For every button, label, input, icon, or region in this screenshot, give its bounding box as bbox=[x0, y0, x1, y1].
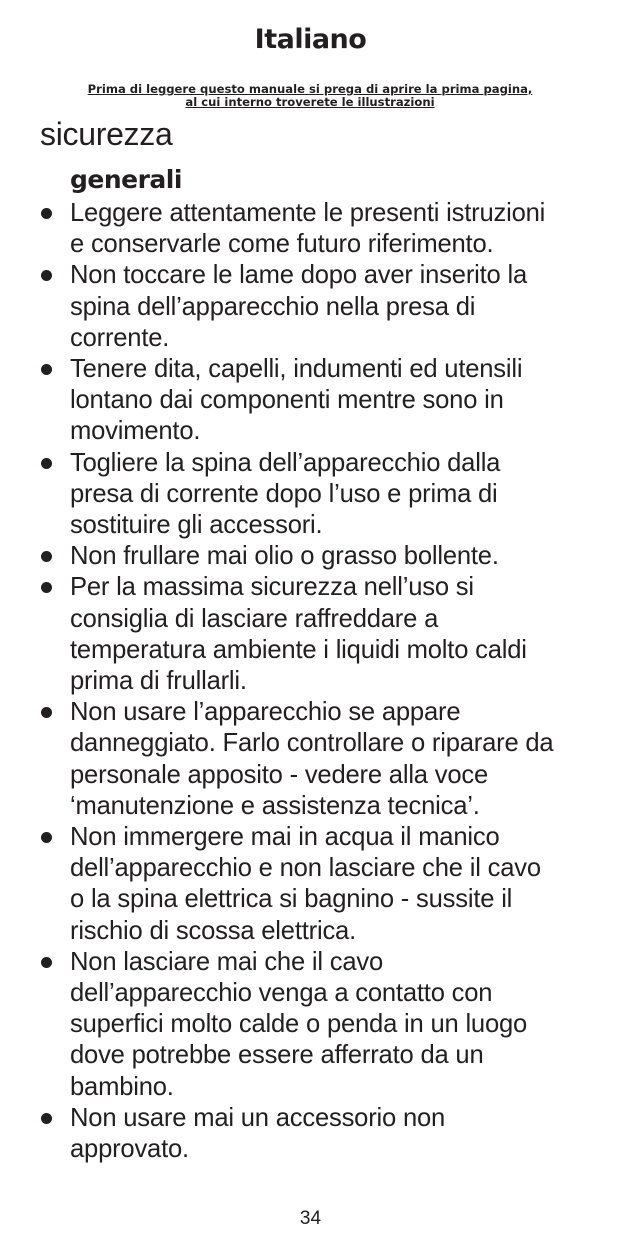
list-item-line: presa di corrente dopo l’uso e prima di bbox=[70, 479, 498, 508]
list-item-line: lontano dai componenti mentre sono in bbox=[70, 386, 504, 415]
bullet-icon bbox=[41, 551, 52, 562]
list-item bbox=[0, 947, 621, 1103]
page-title: Italiano bbox=[254, 24, 367, 55]
bullet-icon bbox=[41, 208, 52, 219]
bullet-icon bbox=[41, 832, 52, 843]
list-item-line: o la spina elettrica si bagnino - sussite il bbox=[70, 885, 513, 914]
list-item-line: movimento. bbox=[70, 417, 201, 446]
notice-line: Prima di leggere questo manuale si prega di aprire la prima pagina, bbox=[87, 82, 533, 96]
list-item-line: Non immergere mai in acqua il manico bbox=[70, 823, 500, 852]
bullet-icon bbox=[41, 707, 52, 718]
list-item-line: approvato. bbox=[70, 1135, 189, 1164]
list-item-line: Non usare mai un accessorio non bbox=[70, 1103, 446, 1132]
list-item-line: prima di frullarli. bbox=[70, 667, 247, 696]
notice-line: al cui interno troverete le illustrazioni bbox=[185, 95, 435, 109]
list-item bbox=[0, 260, 621, 354]
list-item bbox=[0, 822, 621, 947]
list-item bbox=[0, 354, 621, 448]
list-item-line: dell’apparecchio venga a contatto con bbox=[70, 979, 493, 1008]
list-item bbox=[0, 448, 621, 542]
list-item-line: e conservarle come futuro riferimento. bbox=[70, 230, 494, 259]
list-item-line: Leggere attentamente le presenti istruzioni bbox=[70, 199, 546, 227]
bullet-icon bbox=[41, 957, 52, 968]
list-item bbox=[0, 198, 621, 260]
section-subheading: generali bbox=[70, 165, 182, 194]
bullet-icon bbox=[41, 364, 52, 375]
list-item-line: personale apposito - vedere alla voce bbox=[70, 760, 489, 789]
list-item-line: superfici molto calde o penda in un luogo bbox=[70, 1010, 528, 1039]
list-item-line: Non usare l’apparecchio se appare bbox=[70, 698, 461, 727]
bullet-icon bbox=[41, 1113, 52, 1124]
section-heading: sicurezza bbox=[40, 116, 173, 152]
page-number: 34 bbox=[299, 1208, 322, 1229]
list-item bbox=[0, 541, 621, 572]
list-item-line: Togliere la spina dell’apparecchio dalla bbox=[70, 448, 501, 477]
list-item-line: Non lasciare mai che il cavo bbox=[70, 947, 384, 976]
bullet-icon bbox=[41, 458, 52, 469]
list-item-line: dell’apparecchio e non lasciare che il cavo bbox=[70, 854, 541, 883]
list-item-line: ‘manutenzione e assistenza tecnica’. bbox=[70, 791, 480, 820]
bullet-icon bbox=[41, 270, 52, 281]
list-item bbox=[0, 1103, 621, 1165]
list-item-line: rischio di scossa elettrica. bbox=[70, 916, 356, 945]
list-item-line: dove potrebbe essere afferrato da un bbox=[70, 1041, 484, 1070]
list-item-line: corrente. bbox=[70, 323, 170, 352]
list-item-line: bambino. bbox=[70, 1072, 174, 1101]
list-item-line: sostituire gli accessori. bbox=[70, 511, 323, 540]
list-item-line: Non frullare mai olio o grasso bollente. bbox=[70, 542, 499, 571]
list-item-line: danneggiato. Farlo controllare o riparare da bbox=[70, 729, 554, 758]
safety-list bbox=[0, 198, 621, 1165]
list-item bbox=[0, 697, 621, 822]
list-item-line: consiglia di lasciare raffreddare a bbox=[70, 604, 439, 633]
list-item-line: Tenere dita, capelli, indumenti ed utensili bbox=[70, 355, 523, 384]
illustrations-notice bbox=[30, 83, 590, 109]
bullet-icon bbox=[41, 582, 52, 593]
list-item-line: Non toccare le lame dopo aver inserito la bbox=[70, 261, 527, 290]
list-item-line: temperatura ambiente i liquidi molto caldi bbox=[70, 635, 527, 664]
list-item-line: spina dell’apparecchio nella presa di bbox=[70, 292, 476, 321]
list-item bbox=[0, 572, 621, 697]
list-item-line: Per la massima sicurezza nell’uso si bbox=[70, 573, 474, 602]
